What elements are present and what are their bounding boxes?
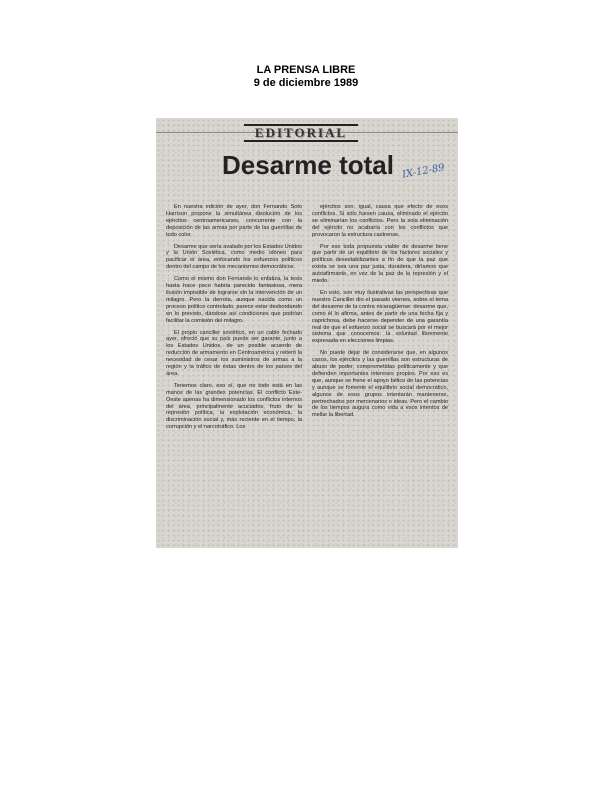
column-right — [312, 204, 448, 542]
column-left — [166, 204, 302, 542]
article-body — [166, 204, 448, 542]
editorial-headline: Desarme total — [222, 150, 394, 180]
document-header — [0, 64, 612, 90]
paragraph: En nuestra edición de ayer, don Fernando Soto Harrison propone la simultánea disolución de los ejércitos centroamericanos, concurrente con la deposición de las armas por parte de las guerrillas de todo color. — [166, 204, 302, 238]
paragraph: Por eso toda propuesta viable de desarme tiene que partir de un equilibrio de los factores sociales y políticos desestabilizantes a fin de que la paz que exista se sea una paz justa, duradera, diríamos que autoafirmante, en vez de la paz de la represión y el miedo. — [312, 243, 448, 285]
paragraph: El propio canciller soviético, en un cable fechado ayer, ofreció que su país puede ser garante, junto a los Estados Unidos, de un posible acuerdo de reducción de armamento en Centroamérica y reiteró la necesidad de cesar los suministros de armas a la región y la tráfico de éstas dentro de los países del área. — [166, 329, 302, 377]
paragraph: No puede dejar de considerarse que, en algunos casos, los ejércitos y las guerrillas son estructuras de abuso de poder, comprometidas políticamente y que defienden importantes intereses propios. Por eso es que, aunque se frene el apoyo bélico de las potencias y aunque se fomente el equilibrio social democrático, algunos de esos grupos intentarán mantenerse, pertrechados por mercenarios o ideas. Pero el cambio de los tiempos augura como vida a esos intentos de mellar la libertad. — [312, 350, 448, 419]
handwritten-note: IX-12-89 — [401, 162, 446, 181]
publication-name: LA PRENSA LIBRE — [256, 64, 356, 76]
paragraph: Como el mismo don Fernando lo enfatiza, la tesis hasta hace poco habría parecido fantasiosa, mera ilusión imposible de lograrse sin la intervención de un milagro. Pero la derrota, aunque nacida como un proceso político controlado, parece estar desbordando en lo previsto, dándose así condiciones que podrían facilitar la comisión del milagro. — [166, 276, 302, 324]
paragraph: ejércitos son, igual, causa que efecto de esos conflictos. Si sólo fuesen causa, eliminado el ejército se eliminarían los conflictos. Pero la sola eliminación del ejército no acabaría con los conflictos que provocaron la estructura castrense. — [312, 204, 448, 238]
newspaper-clipping — [156, 118, 458, 548]
paragraph: Desarme que sería avalado por los Estados Unidos y la Unión Soviética, como medio idóneo para pacificar el área, enfocando los esfuerzos políticos dentro del campo de los mecanismos democráticos. — [166, 243, 302, 271]
paragraph: Tenemos claro, eso sí, que no todo está en las manos de las grandes potencias. El conflicto Este-Oeste apenas ha dimensionado los conflictos internos del área, principalmente acuciados, fruto de la represión política, la explotación económica, la discriminación social y, más reciente en el tiempo, la corrupción y el narcotráfico. Los — [166, 382, 302, 431]
section-banner: EDITORIAL — [244, 124, 358, 142]
publication-date: 9 de diciembre 1989 — [253, 77, 359, 89]
paragraph: En esto, son muy ilustrativas las perspectivas que nuestro Canciller dio el pasado viernes, sobre el tema del desarme de la contra nicaragüense: desarme que, como él lo afirma, antes de partir de una fecha fija y caprichosa, debe hacerse depender de una garantía real de que el esfuerzo social se buscará por el mejor sistema que conocemos: la voluntad libremente expresada en elecciones limpias. — [312, 289, 448, 345]
